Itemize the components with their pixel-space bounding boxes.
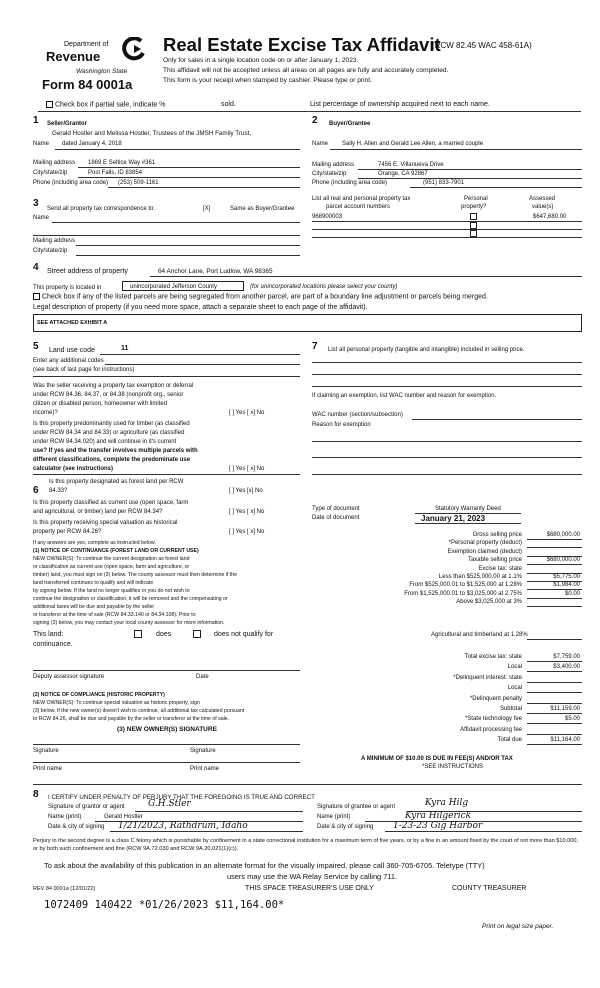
buyer-heading: Buyer/Grantee	[329, 121, 371, 127]
section-8-number: 8	[33, 789, 39, 800]
ownership-note: List percentage of ownership acquired next to each name.	[310, 101, 490, 108]
ag-label: Agricultural and timberland at 1.28%	[431, 632, 528, 638]
parcel-list-label-2: parcel account numbers	[326, 204, 391, 210]
nt-1: or classification as current use (open space, farm and agriculture, or	[33, 564, 190, 570]
q2-line-2: under RCW 84.34.020) and will continue in it's current	[33, 439, 177, 445]
personal-checkbox-1[interactable]	[470, 213, 477, 220]
calc-value[interactable]: $11,164.00	[550, 737, 580, 744]
personal-checkbox-3[interactable]	[470, 230, 477, 237]
land-use-code[interactable]: 11	[121, 345, 129, 352]
assessed-label-1: Assessed	[529, 196, 556, 202]
corr-mail-label: Mailing address	[33, 238, 76, 244]
nt2-2: to RCW 84.26, shall be due and payable by the seller or transferor at the time of sale.	[33, 716, 230, 722]
does-not-checkbox[interactable]	[193, 630, 201, 638]
seller-city-label: City/state/zip	[33, 170, 68, 176]
grantee-sig-label: Signature of grantee or agent	[317, 804, 396, 810]
buyer-name-label: Name	[312, 141, 329, 147]
seller-phone-value[interactable]: (253) 509-1161	[118, 180, 159, 186]
nt2-1: (3) below. If the new owner(s) doesn't wish to continue, all additional tax calculated pursuant	[33, 708, 245, 714]
nt-3: land transferred continues to qualify and will indicate	[33, 580, 154, 586]
legal-desc-label: Legal description of property (if you need more space, attach a separate sheet to each page of the affidavit).	[33, 304, 368, 311]
calc-label: Excise tax: state	[478, 565, 522, 572]
county-value: unincorporated Jefferson County	[130, 284, 217, 290]
s6-yn3[interactable]: [ ] Yes [ x] No	[229, 529, 265, 535]
section-5-number: 5	[33, 341, 39, 352]
grantor-date-value[interactable]: 1/21/2023, Rathdrum, Idaho	[118, 821, 248, 831]
signature-label-2: Signature	[190, 748, 216, 754]
uninc-note: (for unincorporated locations please select your county)	[250, 284, 398, 290]
note-line-1: Only for sales in a single location code on or after January 1, 2023.	[163, 57, 359, 64]
nt-6: additional taxes will be due and payable by the seller	[33, 604, 155, 610]
q1-line-1: under RCW 84.36, 84.37, or 84.38 (nonprofit org., senior	[33, 392, 184, 398]
buyer-phone-label: Phone (including area code)	[312, 180, 388, 186]
partial-sale-checkbox[interactable]	[46, 101, 53, 108]
buyer-city-label: City/state/zip	[312, 171, 347, 177]
calc-label: *Delinquent penalty	[469, 695, 522, 702]
certify-text: I CERTIFY UNDER PENALTY OF PERJURY THAT THE FOREGOING IS TRUE AND CORRECT	[48, 794, 315, 801]
q1-line-2: citizen or disabled person, homeowner with limited	[33, 401, 168, 407]
section-2-number: 2	[312, 115, 318, 126]
grantor-name-value[interactable]: Gerald Hostler	[104, 814, 143, 820]
rev-label: REV 84 0001a (12/01/22)	[33, 886, 96, 892]
signature-label-1: Signature	[33, 748, 59, 754]
calc-label: *State technology fee	[464, 716, 522, 723]
segregated-checkbox[interactable]	[33, 293, 40, 300]
grantor-sig-label: Signature of grantor or agent	[48, 804, 125, 810]
print-name-label-1: Print name	[33, 766, 63, 772]
personal-label-1: Personal	[464, 196, 488, 202]
s6-q2b: and agricultural, or timber) land per RCW 84.34?	[33, 509, 163, 515]
if-any-yes: If any answers are yes, complete as instructed below.	[33, 540, 156, 546]
does-not-label: does not qualify for	[214, 631, 274, 638]
deputy-sig-label: Deputy assessor signature	[33, 674, 105, 680]
dept-label: Department of	[64, 41, 109, 48]
q1-yesno[interactable]: [ ] Yes [ x] No	[229, 410, 265, 416]
revenue-logo-icon	[119, 37, 147, 64]
s6-yn1[interactable]: [ ] Yes [x] No	[229, 488, 263, 494]
grantee-date-label: Date & city of signing	[317, 824, 374, 830]
seller-mail-value[interactable]: 1869 E Seltice Way #361	[88, 160, 156, 166]
see-back: (see back of last page for instructions)	[33, 367, 135, 373]
note-line-2: This affidavit will not be accepted unless all areas on all pages are fully and accurately completed.	[163, 67, 449, 74]
calc-value[interactable]: $1,984.00	[553, 582, 580, 589]
q2-line-1: under RCW 84.34 and 84.33) or agriculture (as classified	[33, 430, 185, 436]
calc-value[interactable]: $680,000.00	[546, 557, 580, 564]
calc-label: From $525,000.01 to $1,525,000 at 1.28%	[409, 582, 522, 589]
wac-label: WAC number (section/subsection)	[312, 412, 403, 418]
calc-value[interactable]: $5.00	[564, 716, 580, 723]
segregated-row	[33, 293, 488, 301]
calc-label: Affidavit processing fee	[460, 726, 522, 733]
correspondence-x[interactable]: [X]	[203, 206, 211, 212]
section-4-number: 4	[33, 262, 39, 273]
seller-city-value[interactable]: Post Falls, ID 83854	[88, 170, 143, 176]
legal-desc-box[interactable]	[33, 314, 582, 332]
calc-value[interactable]: $0.00	[564, 590, 580, 597]
calc-value[interactable]: $5,775.00	[553, 574, 580, 580]
exemption-label: If claiming an exemption, list WAC number and reason for exemption.	[312, 393, 497, 399]
s6-yn2[interactable]: [ ] Yes [ x] No	[229, 509, 265, 515]
corr-city-label: City/state/zip	[33, 248, 68, 254]
nt-5: continue the designation or classification, it will be removed and the compensating or	[33, 596, 228, 602]
calc-label: Exemption claimed (deduct)	[447, 548, 522, 555]
s6-q1b: 84.33?	[49, 488, 68, 494]
minimum-due: A MINIMUM OF $10.00 IS DUE IN FEE(S) AND/OR TAX	[361, 756, 513, 762]
does-checkbox[interactable]	[134, 630, 142, 638]
personal-prop-label: List all personal property (tangible and intangible) included in selling price.	[328, 347, 525, 353]
seller-phone-label: Phone (including area code)	[33, 180, 109, 186]
land-use-label: Land use code	[49, 347, 95, 354]
additional-codes: Enter any additional codes	[33, 358, 104, 364]
nt-4: by signing below. If the land no longer qualifies or you do not wish to	[33, 588, 190, 594]
nt-8: signing (3) below, you may contact your local county assessor for more information.	[33, 620, 225, 626]
buyer-mail-value[interactable]: 7456 E. Villanueva Drive	[378, 162, 444, 168]
legal-size-note: Print on legal size paper.	[482, 923, 554, 930]
q2-line-5: calculator (see instructions)	[33, 466, 114, 472]
partial-sale-row	[46, 101, 165, 109]
s6-q2a: Is this property classified as current use (open space, farm	[33, 500, 189, 506]
calc-label: Local	[507, 685, 522, 692]
s6-q3a: Is this property receiving special valuation as historical	[33, 520, 178, 526]
alt-format-text: To ask about the availability of this publication in an alternate format for the visually impaired, please call 360-705-6705. Teletype (TTY)	[44, 861, 485, 870]
q2-line-0: Is this property predominantly used for timber (as classified	[33, 421, 190, 427]
correspondence-label: Send all property tax correspondence to:	[47, 206, 156, 212]
calc-label: Taxable selling price	[467, 557, 522, 564]
calc-label: Total excise tax: state	[464, 654, 522, 660]
grantee-name-value[interactable]: Kyra Hilgerick	[405, 811, 472, 821]
nt-2: timber) land, you must sign on (3) below. The county assessor must then determine if the	[33, 572, 238, 578]
calc-label: Subtotal	[499, 706, 522, 712]
note-line-3: This form is your receipt when stamped by cashier. Please type or print.	[163, 77, 372, 84]
calc-label: Less than $525,000.00 at 1.1%	[438, 574, 522, 580]
sold-label: sold.	[221, 101, 236, 108]
street-address-label: Street address of property	[47, 268, 128, 275]
grantee-signature[interactable]: Kyra Hilg	[425, 798, 469, 808]
section-6-number: 6	[33, 485, 39, 496]
notice-continuance: (1) NOTICE OF CONTINUANCE (FOREST LAND OR CURRENT USE)	[33, 548, 199, 554]
section-1-number: 1	[33, 115, 39, 126]
cashier-stamp: 1072409 140422 *01/26/2023 $11,164.00*	[44, 899, 285, 911]
personal-label-2: property?	[461, 204, 487, 210]
doc-type-label: Type of document	[312, 506, 360, 512]
buyer-name-value[interactable]: Sally H. Allen and Gerald Lee Allen, a married couple	[342, 141, 484, 147]
buyer-mail-label: Mailing address	[312, 162, 355, 168]
see-instructions: *SEE INSTRUCTIONS	[422, 764, 484, 770]
segregated-label: Check box if any of the listed parcels are being segregated from another parcel, are part of a boundary line adjustment or parcels being merged.	[41, 293, 488, 301]
rcw-ref: (RCW 82.45 WAC 458-61A)	[432, 41, 532, 50]
parcel-list-label-1: List all real and personal property tax	[312, 196, 411, 202]
calc-label: *Delinquent interest: state	[453, 674, 522, 681]
page-title: Real Estate Excise Tax Affidavit	[163, 34, 441, 55]
calc-label: From $1,525,000.01 to $3,025,000 at 2.75%	[404, 590, 522, 597]
grantor-name-label: Name (print)	[48, 814, 82, 820]
parcel-number[interactable]: 968900003	[312, 214, 343, 220]
calc-label: Total due	[497, 737, 522, 744]
nt-0: NEW OWNER(S): To continue the current designation as forest land	[33, 556, 190, 562]
buyer-city-value[interactable]: Orange, CA 92867	[378, 171, 428, 177]
nt-7: or transferor at the time of sale (RCW 84.33.140 or 84.34.108). Prior to	[33, 612, 196, 618]
calc-value[interactable]: $11,159.00	[550, 706, 580, 712]
q2-line-3: use? If yes and the transfer involves multiple parcels with	[33, 448, 198, 454]
doc-date-label: Date of document	[312, 515, 360, 521]
new-owner-sig-heading: (3) NEW OWNER(S) SIGNATURE	[117, 726, 217, 733]
relay-text: users may use the WA Relay Service by calling 711.	[227, 872, 398, 881]
corr-name-label: Name	[33, 215, 50, 221]
treasurer-use-label: THIS SPACE TREASURER'S USE ONLY	[245, 885, 374, 892]
reason-label: Reason for exemption	[312, 422, 371, 428]
exhibit-text: SEE ATTACHED EXHIBIT A	[37, 320, 108, 326]
section-7-number: 7	[312, 341, 318, 352]
revenue-logo-text: Revenue	[46, 49, 101, 64]
print-name-label-2: Print name	[190, 766, 220, 772]
assessed-label-2: value(s)	[532, 204, 554, 210]
this-land: This land:	[33, 631, 64, 638]
s6-q1a: Is this property designated as forest land per RCW	[49, 479, 184, 485]
q1-line-3: income)?	[33, 410, 58, 416]
form-number: Form 84 0001a	[42, 77, 133, 92]
assessed-value[interactable]: $647,680.00	[533, 214, 567, 220]
calc-value[interactable]: $7,759.00	[553, 654, 580, 660]
s6-q3b: property per RCW 84.26?	[33, 529, 102, 535]
notice-compliance: (2) NOTICE OF COMPLIANCE (HISTORIC PROPERTY)	[33, 692, 165, 698]
calc-label: Local	[507, 664, 522, 671]
q2-yesno[interactable]: [ ] Yes [ x] No	[229, 466, 265, 472]
perjury-text: Perjury in the second degree is a class C felony which is punishable by confinement in a state correctional institution for a maximum term of five years, or by a fine in an amount fixed by the court of not more than $10,000, or by both such confinement and fine (RCW 9A.72.030 and RCW 9A.20.021(1)(c)).	[33, 838, 579, 852]
does-label: does	[156, 631, 172, 638]
partial-sale-label: Check box if partial sale, indicate %	[54, 101, 166, 109]
grantee-name-label: Name (print)	[317, 814, 351, 820]
calc-label: Gross selling price	[472, 532, 522, 538]
doc-date-value[interactable]: January 21, 2023	[421, 514, 486, 523]
calc-label: Above $3,025,000 at 3%	[456, 599, 522, 606]
section-3-number: 3	[33, 198, 39, 209]
calc-value[interactable]: $680,000.00	[546, 532, 580, 538]
located-in-label: This property is located in	[33, 285, 102, 291]
seller-mail-label: Mailing address	[33, 160, 76, 166]
seller-heading: Seller/Grantor	[47, 121, 88, 127]
doc-type-value[interactable]: Statutory Warranty Deed	[435, 506, 501, 512]
seller-line: Gerald Hostler and Melissa Hostler, Trustees of the JMSH Family Trust,	[52, 130, 252, 137]
deputy-date-label: Date	[196, 674, 209, 680]
same-as-buyer: Same as Buyer/Grantee	[230, 206, 295, 212]
q2-line-4: different classifications, complete the predominate use	[33, 457, 191, 463]
county-treasurer-label: COUNTY TREASURER	[452, 885, 527, 892]
grantor-date-label: Date & city of signing	[48, 824, 105, 830]
calc-value[interactable]: $3,400.00	[553, 664, 580, 671]
grantor-signature[interactable]: G.H.Stler	[148, 799, 191, 809]
street-address-value[interactable]: 64 Anchor Lane, Port Ludlow, WA 98365	[158, 268, 273, 275]
continuance-label: continuance.	[33, 641, 73, 648]
buyer-phone-value[interactable]: (951) 833-7901	[423, 180, 465, 186]
personal-checkbox-2[interactable]	[470, 222, 477, 229]
nt2-0: NEW OWNER(S): To continue special valuation as historic property, sign	[33, 700, 200, 706]
grantee-date-value[interactable]: 1-23-23 Gig Harbor	[393, 821, 483, 831]
q1-line-0: Was the seller receiving a property tax exemption or deferral	[33, 383, 194, 389]
seller-name-value[interactable]: dated January 4, 2018	[62, 141, 122, 147]
calc-label: *Personal property (deduct)	[448, 540, 522, 547]
seller-name-label: Name	[33, 141, 50, 147]
state-label: Washington State	[76, 68, 128, 75]
